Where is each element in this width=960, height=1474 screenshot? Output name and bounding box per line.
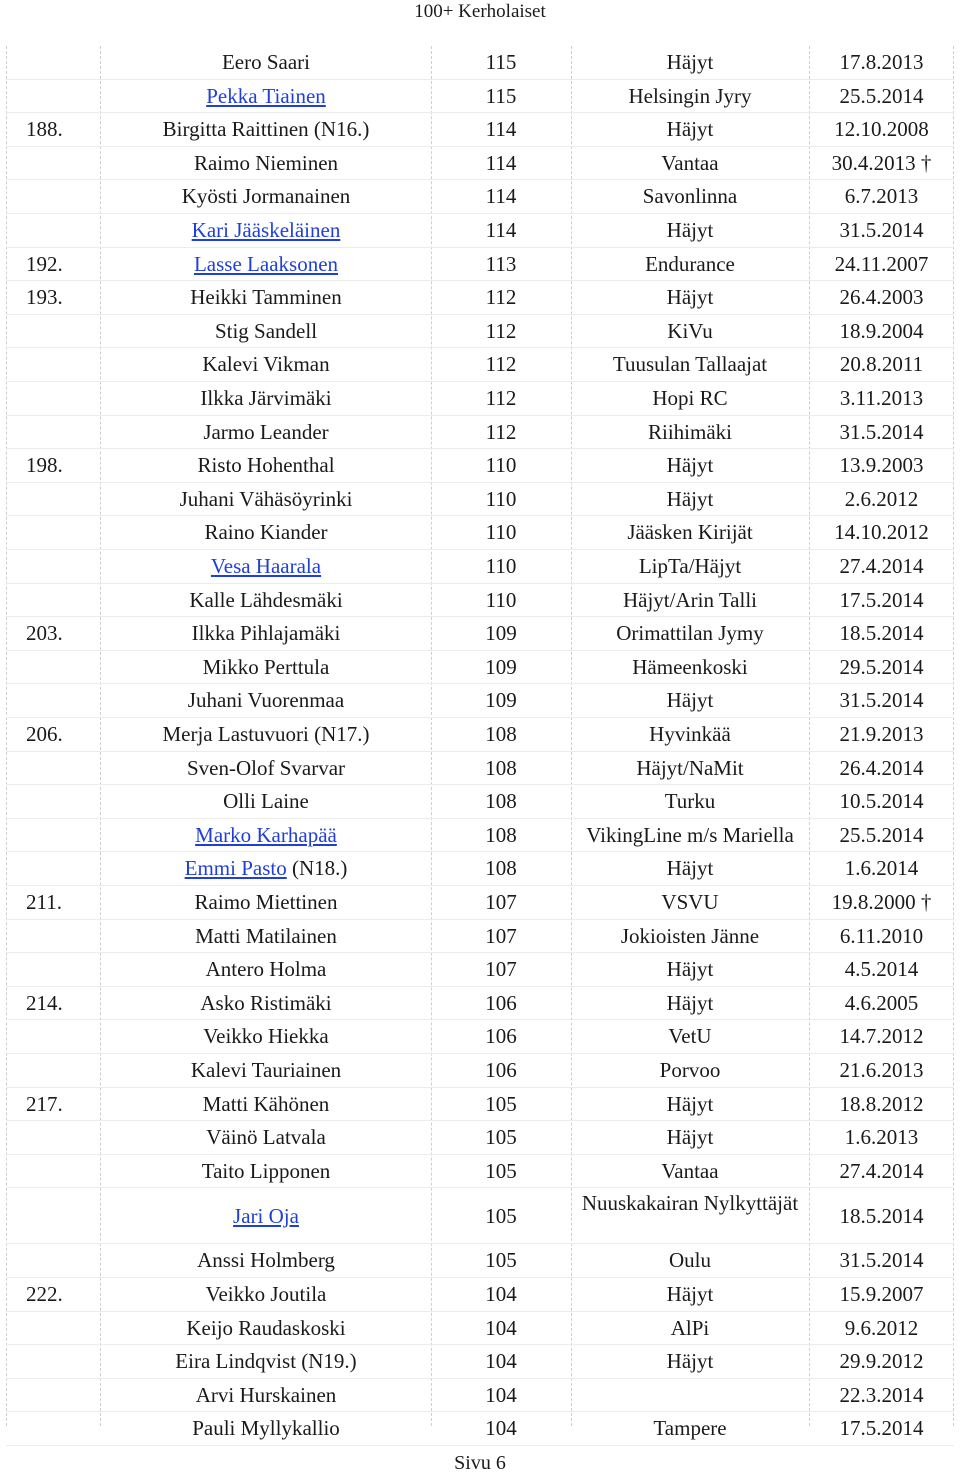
runner-name: Juhani Vähäsöyrinki (179, 486, 353, 511)
date-cell: 25.5.2014 (839, 83, 924, 108)
club-cell: Häjyt/NaMit (636, 755, 744, 780)
runner-name: Matti Kähönen (202, 1091, 330, 1116)
date-cell: 29.5.2014 (839, 654, 924, 679)
runner-profile-link[interactable]: Jari Oja (233, 1204, 299, 1229)
page-header-title: 100+ Kerholaiset (414, 1, 546, 22)
runner-name: Juhani Vuorenmaa (187, 688, 345, 713)
club-cell: Häjyt (666, 688, 714, 713)
runner-profile-link[interactable]: Lasse Laaksonen (193, 251, 339, 276)
date-cell: 22.3.2014 (839, 1382, 924, 1407)
name-cell (101, 550, 431, 583)
name-cell (101, 113, 431, 146)
count-cell: 109 (485, 654, 517, 679)
club-cell: VSVU (661, 890, 719, 914)
row-separator (6, 1445, 954, 1446)
table-row (6, 752, 954, 785)
table-row (6, 550, 954, 583)
club-cell: Häjyt (666, 285, 714, 310)
count-cell: 112 (485, 285, 517, 310)
name-cell (101, 1278, 431, 1311)
date-cell: 21.9.2013 (839, 722, 924, 746)
club-cell: Endurance (645, 251, 735, 276)
club-cell: Häjyt (666, 117, 714, 142)
rank-cell: 211. (26, 890, 62, 914)
table-row (6, 684, 954, 717)
club-cell: Häjyt (666, 1125, 714, 1150)
table-row (6, 516, 954, 549)
club-cell: Häjyt (666, 1282, 714, 1306)
count-cell: 108 (485, 755, 517, 780)
table-row (6, 147, 954, 180)
date-cell: 6.7.2013 (844, 184, 919, 209)
count-cell: 109 (485, 688, 517, 713)
runner-name: Stig Sandell (214, 318, 318, 343)
date-cell: 29.9.2012 (839, 1349, 924, 1374)
count-cell: 115 (485, 83, 517, 108)
runner-name: Taito Lipponen (201, 1158, 331, 1183)
date-cell: 30.4.2013 † (831, 150, 932, 175)
club-cell: Riihimäki (648, 419, 732, 444)
table-row (6, 113, 954, 146)
count-cell: 110 (485, 587, 517, 612)
date-cell: 24.11.2007 (834, 251, 929, 276)
name-cell (101, 147, 431, 180)
date-cell: 25.5.2014 (839, 822, 924, 847)
runner-name: Veikko Joutila (205, 1282, 327, 1306)
rank-cell: 193. (26, 285, 63, 310)
club-cell: Häjyt (666, 1349, 714, 1374)
club-cell: Vantaa (661, 1158, 719, 1183)
table-row (6, 886, 954, 919)
date-cell: 1.6.2013 (844, 1125, 919, 1150)
date-cell: 27.4.2014 (839, 554, 924, 578)
runner-name: Antero Holma (205, 957, 327, 982)
count-cell: 105 (485, 1204, 517, 1229)
table-row (6, 1379, 954, 1412)
name-cell (101, 920, 431, 953)
name-cell (101, 416, 431, 449)
count-cell: 104 (485, 1349, 517, 1374)
count-cell: 112 (485, 419, 517, 444)
date-cell: 9.6.2012 (844, 1315, 919, 1340)
table-row (6, 382, 954, 415)
rank-cell: 222. (26, 1282, 63, 1306)
name-cell (101, 718, 431, 751)
date-cell: 10.5.2014 (839, 789, 924, 814)
name-cell (101, 1345, 431, 1378)
table-row (6, 348, 954, 381)
count-cell: 104 (485, 1315, 517, 1340)
runner-name: Raino Kiander (204, 520, 328, 545)
date-cell: 17.5.2014 (839, 1416, 924, 1441)
name-cell (101, 651, 431, 684)
count-cell: 108 (485, 856, 517, 881)
name-cell (101, 987, 431, 1020)
table-row (6, 617, 954, 650)
table-row (6, 1188, 954, 1244)
table-row (6, 718, 954, 751)
count-cell: 110 (485, 554, 517, 578)
table-row (6, 987, 954, 1020)
count-cell: 104 (485, 1282, 517, 1306)
name-cell (101, 617, 431, 650)
name-cell (101, 214, 431, 247)
date-cell: 21.6.2013 (839, 1058, 924, 1082)
count-cell: 105 (485, 1158, 517, 1183)
runner-name: Ilkka Järvimäki (200, 386, 332, 410)
name-cell (101, 180, 431, 213)
runner-name: Ilkka Pihlajamäki (191, 621, 341, 646)
table-row (6, 785, 954, 818)
club-cell: AlPi (670, 1315, 710, 1340)
table-row (6, 1244, 954, 1277)
name-cell (101, 1244, 431, 1277)
count-cell: 114 (485, 117, 517, 142)
name-cell (101, 1088, 431, 1121)
club-cell: Häjyt (666, 486, 714, 511)
club-cell: Häjyt (666, 50, 714, 74)
date-cell: 17.5.2014 (839, 587, 924, 612)
count-cell: 107 (485, 890, 517, 914)
name-cell (101, 953, 431, 986)
club-cell: Vantaa (661, 150, 719, 175)
club-cell: Tuusulan Tallaajat (612, 352, 768, 377)
date-cell: 14.7.2012 (839, 1024, 924, 1049)
date-cell: 31.5.2014 (839, 218, 924, 242)
date-cell: 14.10.2012 (834, 520, 929, 545)
table-row (6, 315, 954, 348)
results-table (6, 46, 954, 1441)
runner-name: Asko Ristimäki (200, 990, 332, 1015)
runner-name: Kalle Lähdesmäki (189, 587, 343, 612)
runner-name: Jarmo Leander (203, 419, 329, 444)
club-cell: Häjyt (666, 218, 714, 242)
runner-profile-link[interactable]: Emmi Pasto (184, 856, 287, 881)
table-row (6, 584, 954, 617)
table-row (6, 1088, 954, 1121)
table-row (6, 1312, 954, 1345)
name-cell (101, 1312, 431, 1345)
club-cell: Turku (664, 789, 716, 814)
club-cell: VetU (668, 1024, 712, 1049)
club-cell: LipTa/Häjyt (638, 554, 742, 578)
table-row (6, 1412, 954, 1445)
date-cell: 31.5.2014 (839, 1248, 924, 1273)
count-cell: 113 (485, 251, 517, 276)
club-cell: VikingLine m/s Mariella (586, 822, 794, 847)
count-cell: 110 (485, 486, 517, 511)
runner-note: (N18.) (286, 856, 348, 881)
runner-name: Kalevi Vikman (202, 352, 330, 377)
club-cell: Häjyt/Arin Talli (622, 587, 758, 612)
runner-name: Heikki Tamminen (190, 285, 342, 310)
runner-name: Veikko Hiekka (203, 1024, 329, 1049)
table-row (6, 953, 954, 986)
table-row (6, 449, 954, 482)
date-cell: 15.9.2007 (839, 1282, 924, 1306)
table-row (6, 651, 954, 684)
date-cell: 18.8.2012 (839, 1091, 924, 1116)
date-cell: 27.4.2014 (839, 1158, 924, 1183)
runner-name: Sven-Olof Svarvar (186, 755, 346, 780)
count-cell: 105 (485, 1248, 517, 1273)
table-row (6, 1054, 954, 1087)
club-cell: Häjyt (666, 453, 714, 478)
date-cell: 4.6.2005 (844, 990, 919, 1015)
count-cell: 114 (485, 218, 517, 242)
rank-cell: 206. (26, 722, 63, 746)
club-cell: Hämeenkoski (632, 654, 748, 679)
runner-name: Anssi Holmberg (197, 1248, 335, 1273)
rank-cell: 192. (26, 251, 63, 276)
name-cell (101, 752, 431, 785)
runner-profile-link[interactable]: Vesa Haarala (210, 554, 322, 578)
count-cell: 106 (485, 990, 517, 1015)
name-cell (101, 315, 431, 348)
date-cell: 26.4.2003 (839, 285, 924, 310)
club-cell: Jokioisten Jänne (620, 923, 760, 948)
club-cell: Hopi RC (652, 386, 728, 410)
club-cell: Oulu (669, 1248, 711, 1273)
count-cell: 114 (485, 184, 517, 209)
club-cell: Häjyt (666, 990, 714, 1015)
runner-profile-link[interactable]: Pekka Tiainen (206, 83, 326, 108)
rank-cell: 188. (26, 117, 63, 142)
count-cell: 104 (485, 1416, 517, 1441)
name-cell (101, 852, 431, 885)
table-row (6, 416, 954, 449)
runner-name: Raimo Miettinen (194, 890, 338, 914)
count-cell: 115 (485, 50, 517, 74)
date-cell: 3.11.2013 (839, 386, 924, 410)
rank-cell: 203. (26, 621, 63, 646)
name-cell (101, 1155, 431, 1188)
table-row (6, 483, 954, 516)
date-cell: 18.5.2014 (839, 1204, 924, 1229)
count-cell: 108 (485, 722, 517, 746)
name-cell (101, 584, 431, 617)
runner-name: Kalevi Tauriainen (190, 1058, 342, 1082)
table-row (6, 80, 954, 113)
rank-cell: 198. (26, 453, 63, 478)
runner-name: Kyösti Jormanainen (181, 184, 351, 209)
date-cell: 4.5.2014 (844, 957, 919, 982)
table-row (6, 1121, 954, 1154)
runner-name: Eero Saari (221, 50, 311, 74)
date-cell: 1.6.2014 (844, 856, 919, 881)
count-cell: 108 (485, 822, 517, 847)
date-cell: 31.5.2014 (839, 688, 924, 713)
name-cell (101, 1412, 431, 1445)
date-cell: 17.8.2013 (839, 50, 924, 74)
runner-name: Olli Laine (223, 789, 309, 814)
count-cell: 109 (485, 621, 517, 646)
count-cell: 110 (485, 520, 517, 545)
count-cell: 105 (485, 1125, 517, 1150)
count-cell: 110 (485, 453, 517, 478)
date-cell: 18.9.2004 (839, 318, 924, 343)
count-cell: 107 (485, 957, 517, 982)
club-cell: Häjyt (666, 856, 714, 881)
runner-name: Risto Hohenthal (197, 453, 335, 478)
table-row (6, 1278, 954, 1311)
count-cell: 114 (485, 150, 517, 175)
name-cell (101, 80, 431, 113)
club-cell: Nuuskakairan Nylkyttäjät (581, 1191, 799, 1216)
table-row (6, 819, 954, 852)
name-cell (101, 382, 431, 415)
rank-cell: 217. (26, 1091, 63, 1116)
club-cell: KiVu (667, 318, 713, 343)
date-cell: 26.4.2014 (839, 755, 924, 780)
table-row (6, 1155, 954, 1188)
runner-name: Arvi Hurskainen (195, 1382, 337, 1407)
name-cell (101, 449, 431, 482)
date-cell: 13.9.2003 (839, 453, 924, 478)
table-row (6, 852, 954, 885)
table-row (6, 281, 954, 314)
page-number: Sivu 6 (454, 1452, 506, 1474)
count-cell: 112 (485, 386, 517, 410)
table-row (6, 1020, 954, 1053)
name-cell (101, 483, 431, 516)
runner-name: Pauli Myllykallio (192, 1416, 340, 1441)
table-row (6, 46, 954, 79)
runner-name: Keijo Raudaskoski (186, 1315, 346, 1340)
runner-name: Merja Lastuvuori (N17.) (162, 722, 370, 746)
club-cell: Helsingin Jyry (628, 83, 752, 108)
name-cell (101, 886, 431, 919)
rank-cell: 214. (26, 990, 63, 1015)
name-cell (101, 785, 431, 818)
table-row (6, 1345, 954, 1378)
table-row (6, 180, 954, 213)
count-cell: 104 (485, 1382, 517, 1407)
club-cell: Hyvinkää (649, 722, 731, 746)
club-cell: Savonlinna (642, 184, 738, 209)
name-cell (101, 516, 431, 549)
table-row (6, 920, 954, 953)
count-cell: 112 (485, 318, 517, 343)
count-cell: 107 (485, 923, 517, 948)
count-cell: 105 (485, 1091, 517, 1116)
name-cell (101, 281, 431, 314)
date-cell: 12.10.2008 (834, 117, 929, 142)
name-cell (101, 348, 431, 381)
runner-name: Eira Lindqvist (N19.) (175, 1349, 357, 1374)
club-cell: Häjyt (666, 1091, 714, 1116)
name-cell (101, 684, 431, 717)
club-cell: Tampere (653, 1416, 727, 1441)
runner-name: Mikko Perttula (202, 654, 330, 679)
count-cell: 106 (485, 1058, 517, 1082)
name-cell (101, 46, 431, 79)
date-cell: 2.6.2012 (844, 486, 919, 511)
runner-name: Väinö Latvala (206, 1125, 326, 1150)
date-cell: 20.8.2011 (839, 352, 924, 377)
table-row (6, 214, 954, 247)
name-cell (101, 819, 431, 852)
count-cell: 112 (485, 352, 517, 377)
date-cell: 19.8.2000 † (831, 890, 932, 914)
runner-name: Matti Matilainen (195, 923, 337, 948)
club-cell: Jääsken Kirijät (627, 520, 753, 545)
runner-name: Raimo Nieminen (193, 150, 339, 175)
name-cell (101, 1188, 431, 1244)
runner-profile-link[interactable]: Kari Jääskeläinen (191, 218, 341, 242)
club-cell: Häjyt (666, 957, 714, 982)
runner-name: Birgitta Raittinen (N16.) (162, 117, 370, 142)
name-cell (101, 1054, 431, 1087)
name-cell (101, 248, 431, 281)
count-cell: 106 (485, 1024, 517, 1049)
runner-profile-link[interactable]: Marko Karhapää (195, 822, 337, 847)
club-cell: Porvoo (659, 1058, 721, 1082)
table-row (6, 248, 954, 281)
date-cell: 31.5.2014 (839, 419, 924, 444)
name-cell (101, 1121, 431, 1154)
date-cell: 6.11.2010 (839, 923, 924, 948)
count-cell: 108 (485, 789, 517, 814)
name-cell (101, 1379, 431, 1412)
name-cell (101, 1020, 431, 1053)
date-cell: 18.5.2014 (839, 621, 924, 646)
club-cell: Orimattilan Jymy (616, 621, 764, 646)
